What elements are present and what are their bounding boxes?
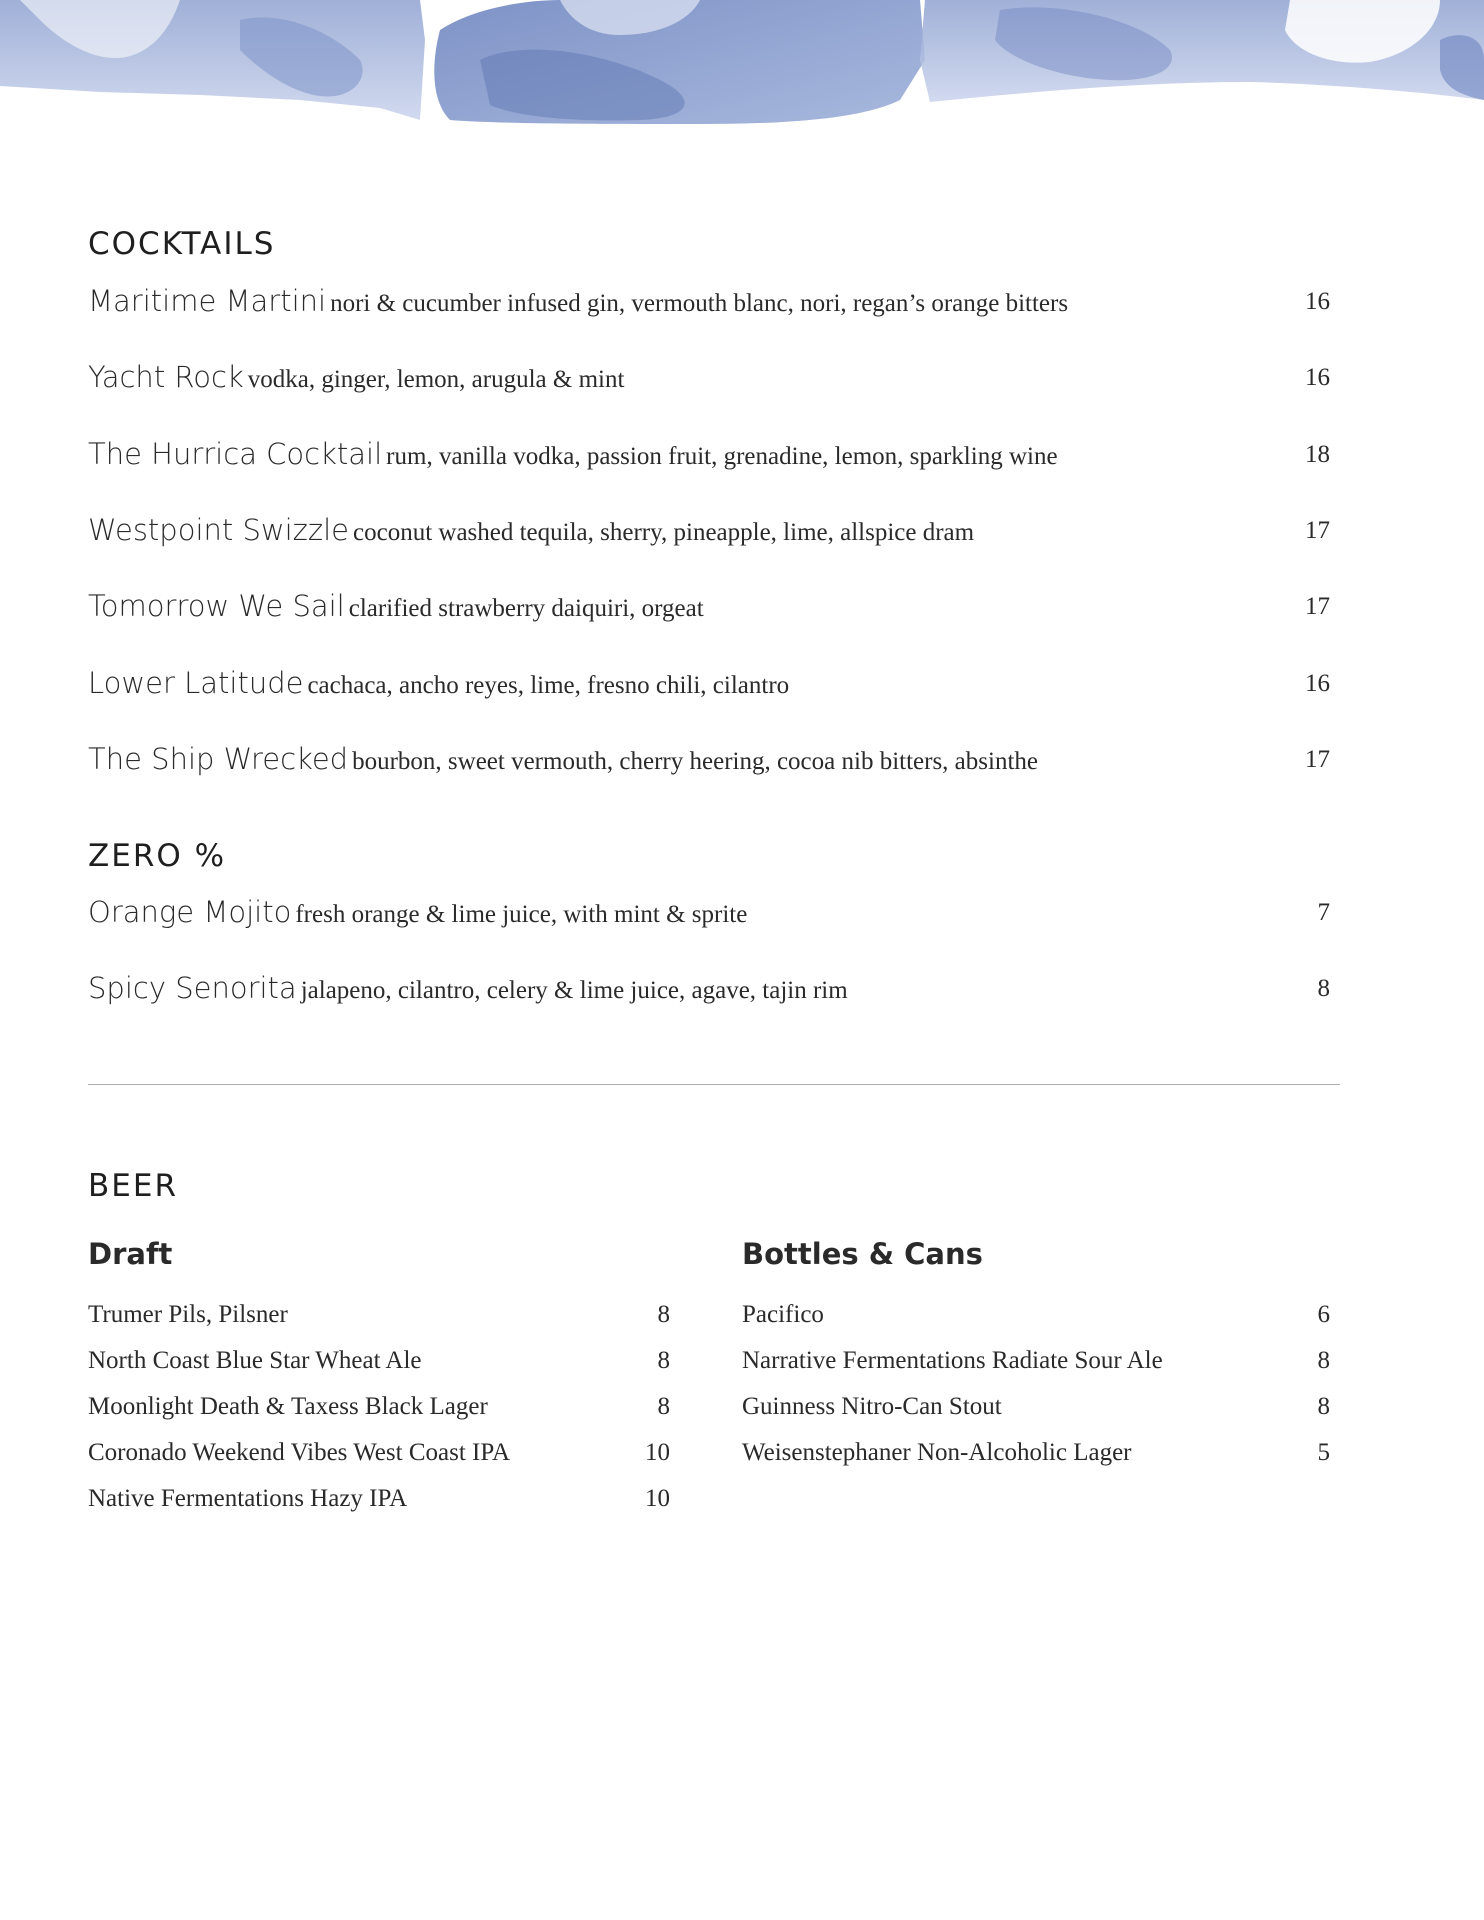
beer-price: 8 — [1317, 1393, 1330, 1420]
item-name: Maritime Martini — [88, 284, 327, 318]
item-price: 16 — [1305, 364, 1330, 391]
beer-section-title: BEER — [88, 1168, 178, 1204]
bottle-beer-row — [742, 1347, 1330, 1383]
item-price: 17 — [1305, 593, 1330, 620]
beer-price: 8 — [657, 1347, 670, 1374]
item-price: 17 — [1305, 746, 1330, 773]
item-name: The Hurrica Cocktail — [88, 437, 383, 471]
menu-item — [88, 589, 1330, 633]
beer-name: Native Fermentations Hazy IPA — [88, 1485, 408, 1512]
item-name: Orange Mojito — [88, 895, 292, 929]
draft-beer-row — [88, 1347, 670, 1383]
beer-name: Narrative Fermentations Radiate Sour Ale — [742, 1347, 1163, 1374]
beer-price: 10 — [645, 1439, 670, 1466]
item-description: fresh orange & lime juice, with mint & sprite — [295, 901, 748, 928]
item-description: jalapeno, cilantro, celery & lime juice, agave, tajin rim — [300, 977, 848, 1004]
item-price: 7 — [1317, 899, 1330, 926]
item-name: Lower Latitude — [88, 666, 304, 700]
cocktails-section-title: COCKTAILS — [88, 226, 276, 262]
draft-subheading: Draft — [88, 1237, 173, 1271]
draft-beer-row — [88, 1485, 670, 1521]
item-price: 16 — [1305, 670, 1330, 697]
beer-name: Trumer Pils, Pilsner — [88, 1301, 288, 1328]
menu-item — [88, 360, 1330, 404]
item-name: Yacht Rock — [88, 360, 244, 394]
menu-item — [88, 971, 1330, 1015]
menu-item — [88, 666, 1330, 710]
item-description: clarified strawberry daiquiri, orgeat — [348, 595, 704, 622]
item-price: 17 — [1305, 517, 1330, 544]
beer-price: 8 — [1317, 1347, 1330, 1374]
draft-beer-row — [88, 1393, 670, 1429]
beer-price: 10 — [645, 1485, 670, 1512]
item-price: 16 — [1305, 288, 1330, 315]
item-description: coconut washed tequila, sherry, pineapple, lime, allspice dram — [353, 519, 975, 546]
beer-price: 8 — [657, 1301, 670, 1328]
beer-name: Coronado Weekend Vibes West Coast IPA — [88, 1439, 510, 1466]
beer-name: North Coast Blue Star Wheat Ale — [88, 1347, 422, 1374]
draft-beer-row — [88, 1439, 670, 1475]
item-name: The Ship Wrecked — [88, 742, 349, 776]
bottle-beer-row — [742, 1393, 1330, 1429]
menu-item — [88, 742, 1330, 786]
beer-price: 5 — [1317, 1439, 1330, 1466]
item-price: 8 — [1317, 975, 1330, 1002]
draft-beer-row — [88, 1301, 670, 1337]
item-description: cachaca, ancho reyes, lime, fresno chili, cilantro — [307, 672, 790, 699]
bottles-subheading: Bottles & Cans — [742, 1237, 983, 1271]
section-divider — [88, 1084, 1340, 1085]
beer-price: 6 — [1317, 1301, 1330, 1328]
item-name: Westpoint Swizzle — [88, 513, 349, 547]
zero-proof-section-title: ZERO % — [88, 838, 227, 874]
menu-item — [88, 513, 1330, 557]
watercolor-header-decoration — [0, 0, 1484, 130]
beer-name: Pacifico — [742, 1301, 824, 1328]
menu-item — [88, 437, 1330, 481]
item-description: rum, vanilla vodka, passion fruit, grenadine, lemon, sparkling wine — [386, 443, 1058, 470]
menu-item — [88, 284, 1330, 328]
item-description: bourbon, sweet vermouth, cherry heering, cocoa nib bitters, absinthe — [352, 748, 1038, 775]
beer-name: Weisenstephaner Non-Alcoholic Lager — [742, 1439, 1132, 1466]
item-name: Tomorrow We Sail — [88, 589, 345, 623]
beer-name: Moonlight Death & Taxess Black Lager — [88, 1393, 488, 1420]
bottle-beer-row — [742, 1439, 1330, 1475]
menu-item — [88, 895, 1330, 939]
beer-name: Guinness Nitro-Can Stout — [742, 1393, 1002, 1420]
item-description: nori & cucumber infused gin, vermouth blanc, nori, regan’s orange bitters — [330, 290, 1069, 317]
item-description: vodka, ginger, lemon, arugula & mint — [247, 366, 625, 393]
item-name: Spicy Senorita — [88, 971, 297, 1005]
bottle-beer-row — [742, 1301, 1330, 1337]
beer-price: 8 — [657, 1393, 670, 1420]
item-price: 18 — [1305, 441, 1330, 468]
